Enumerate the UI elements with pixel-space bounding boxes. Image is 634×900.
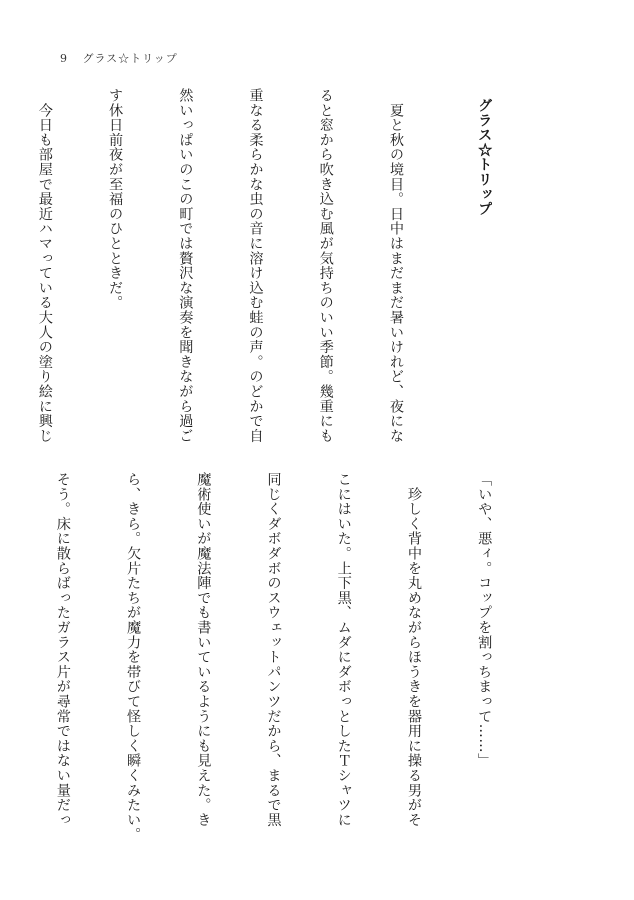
text-line: 今日も部屋で最近ハマっている大人の塗り絵に興じ [36,88,53,444]
text-line: ら、きら。欠片たちが魔力を帯びて怪しく瞬くみたい。 [125,472,142,842]
page-number: 9 [60,52,68,65]
text-line: す休日前夜が至福のひとときだ。 [107,88,124,310]
text-line: ると窓から吹き込む風が気持ちのいい季節。幾重にも [317,88,334,444]
running-title: グラス☆トリップ [82,52,178,65]
text-line: 魔術使いが魔法陣でも書いているようにも見えた。き [195,472,212,828]
story-title: グラス☆トリップ [476,98,493,217]
upper-text-block [0,88,542,466]
text-line: 重なる柔らかな虫の音に溶け込む蛙の声。のどかで自 [247,88,264,444]
running-header [60,50,188,66]
text-line: そう。床に散らばったガラス片が尋常ではない量だっ [54,472,71,828]
text-line: 夏と秋の境目。日中はまだまだ暑いけれど、夜にな [387,88,404,444]
text-line: 「いや、悪ィ。コップを割っちまって……」 [476,472,493,768]
text-line: 珍しく背中を丸めながらほうきを器用に操る男がそ [405,472,422,828]
text-line [0,472,4,827]
text-line: 同じくダボダボのスウェットパンツだから、まるで黒 [265,472,282,828]
text-line: こにはいた。上下黒、ムダにダボっとしたＴシャツに [335,472,352,828]
lower-text-block [0,472,542,842]
text-line: 然いっぱいのこの町では贅沢な演奏を聞きながら過ご [177,88,194,444]
